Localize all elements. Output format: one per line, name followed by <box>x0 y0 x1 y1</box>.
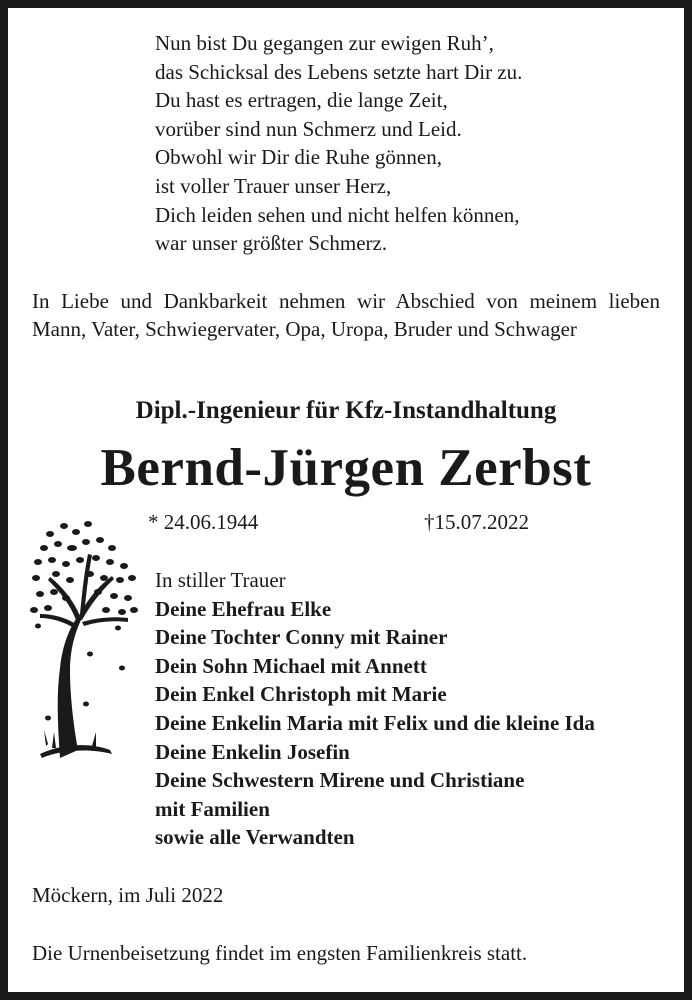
mourner-line: Deine Ehefrau Elke <box>155 596 332 621</box>
poem-line: vorüber sind nun Schmerz und Leid. <box>155 116 462 141</box>
poem-line: Dich leiden sehen und nicht helfen können, <box>155 202 520 227</box>
mourners-list <box>155 566 595 852</box>
mourner-line: Deine Enkelin Josefin <box>155 739 350 764</box>
intro-text: In Liebe und Dankbarkeit nehmen wir Abschied von meinem lieben Mann, Vater, Schwiegervater, Opa, Uropa, Bruder und Schwager <box>32 289 660 341</box>
burial-note: Die Urnenbeisetzung findet im engsten Familienkreis statt. <box>32 941 528 965</box>
mourner-line: Deine Schwestern Mirene und Christiane <box>155 768 525 793</box>
poem-line: war unser größter Schmerz. <box>155 231 388 256</box>
death-date: †15.07.2022 <box>424 510 529 534</box>
mourner-line: mit Familien <box>155 796 270 821</box>
tree-icon <box>30 518 140 763</box>
poem <box>155 29 522 258</box>
mourners-lead: In stiller Trauer <box>155 568 286 592</box>
mourner-line: Dein Sohn Michael mit Annett <box>155 653 427 678</box>
poem-line: Obwohl wir Dir die Ruhe gönnen, <box>155 145 442 170</box>
deceased-name: Bernd-Jürgen Zerbst <box>100 439 592 497</box>
birth-date: * 24.06.1944 <box>148 510 259 534</box>
mourner-line: Deine Tochter Conny mit Rainer <box>155 625 448 650</box>
mourner-line: Dein Enkel Christoph mit Marie <box>155 682 447 707</box>
poem-line: ist voller Trauer unser Herz, <box>155 173 392 198</box>
mourner-line: Deine Enkelin Maria mit Felix und die kleine Ida <box>155 710 595 735</box>
mourner-line: sowie alle Verwandten <box>155 825 355 850</box>
profession-title: Dipl.-Ingenieur für Kfz-Instandhaltung <box>135 397 557 424</box>
poem-line: Nun bist Du gegangen zur ewigen Ruh’, <box>155 31 494 55</box>
place-date: Möckern, im Juli 2022 <box>32 883 224 907</box>
poem-line: Du hast es ertragen, die lange Zeit, <box>155 88 448 113</box>
poem-line: das Schicksal des Lebens setzte hart Dir zu. <box>155 59 523 84</box>
